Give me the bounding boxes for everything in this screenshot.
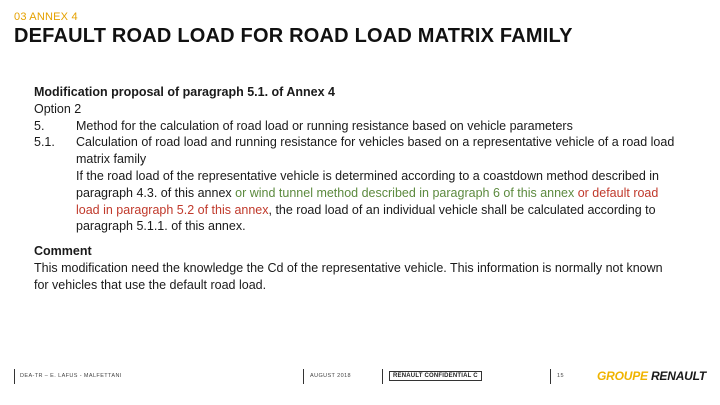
footer-date: AUGUST 2018 [310, 373, 351, 379]
footer-author: DEA-TR – E. LAFUS - MALFETTANI [20, 373, 122, 379]
item-text: Method for the calculation of road load or running resistance based on vehicle parameters [76, 118, 573, 133]
footer-divider [303, 369, 304, 384]
default-road-load-insertion: or default road load in paragraph 5.2 of this annex [76, 185, 659, 217]
footer-divider [550, 369, 551, 384]
comment-heading: Comment [34, 244, 92, 259]
item-number: 5.1. [34, 135, 55, 150]
paragraph-text-end: , the road load of an individual vehicle shall be calculated according to paragraph 5.1.1. of this annex. [76, 202, 656, 234]
option-label: Option 2 [34, 101, 82, 116]
page-number: 15 [557, 373, 564, 379]
item-text: Calculation of road load and running resistance for vehicles based on a representative vehicle of a road load matrix family [76, 135, 675, 167]
section-label: 03 ANNEX 4 [14, 11, 78, 23]
footer-divider [14, 369, 15, 384]
wind-tunnel-insertion: or wind tunnel method described in paragraph 6 of this annex [231, 185, 575, 200]
list-item [34, 118, 679, 135]
content-body [34, 84, 679, 294]
footer-divider [382, 369, 383, 384]
item-number: 5. [34, 118, 45, 133]
slide-title: DEFAULT ROAD LOAD FOR ROAD LOAD MATRIX FAMILY [14, 25, 573, 47]
groupe-renault-logo [597, 369, 706, 383]
list-item [34, 134, 679, 168]
proposal-heading: Modification proposal of paragraph 5.1. of Annex 4 [34, 85, 335, 99]
confidential-badge: RENAULT CONFIDENTIAL C [389, 371, 482, 381]
method-paragraph [34, 168, 679, 235]
comment-text: This modification need the knowledge the Cd of the representative vehicle. This information is normally not known for vehicles that use the default road load. [34, 260, 663, 292]
logo-renault: RENAULT [650, 369, 706, 383]
footer [0, 367, 720, 387]
paragraph-text: If the road load of the representative vehicle is determined according to a coastdown method described in paragraph 4.3. of this annex [76, 168, 659, 200]
logo-groupe: GROUPE [597, 369, 648, 383]
